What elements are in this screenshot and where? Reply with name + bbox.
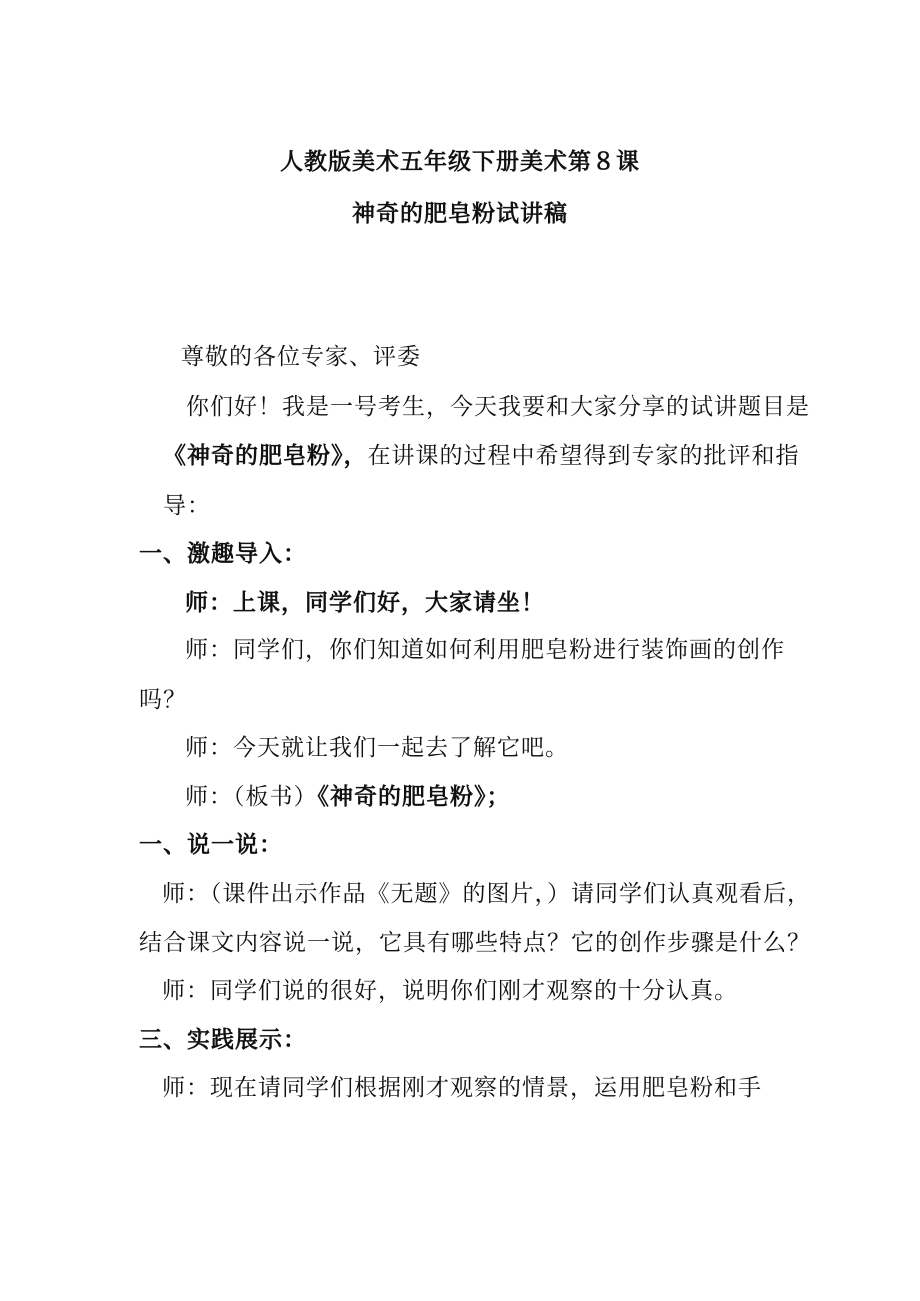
board-title-bold: 《神奇的肥皂粉》； (317, 784, 511, 810)
section-heading-2: 一、说一说： (139, 832, 283, 858)
lesson-title-bold: 《神奇的肥皂粉》， (163, 443, 368, 469)
section3-p1: 师：现在请同学们根据刚才观察的情景，运用肥皂粉和手 (162, 1075, 762, 1101)
section-heading-1: 一、激趣导入： (139, 541, 307, 567)
section1-p3: 师：今天就让我们一起去了解它吧。 (185, 735, 569, 761)
section2-p1-line1: 师：（课件出示作品《无题》的图片，）请同学们认真观看后， (162, 881, 811, 907)
section1-p4-prefix: 师：（板书） (185, 784, 318, 810)
document-title: 人教版美术五年级下册美术第８课 (280, 149, 640, 175)
section1-p2-line1: 师：同学们，你们知道如何利用肥皂粉进行装饰画的创作 (185, 637, 785, 663)
intro-line-2-text: 在讲课的过程中希望得到专家的批评和指 (367, 443, 800, 469)
section1-p4 (185, 782, 511, 812)
document-subtitle: 神奇的肥皂粉试讲稿 (352, 201, 568, 227)
section2-p1-line2: 结合课文内容说一说，它具有哪些特点？它的创作步骤是什么？ (139, 930, 811, 956)
intro-line-2 (163, 441, 800, 471)
salutation: 尊敬的各位专家、评委 (181, 344, 421, 370)
section2-p2: 师：同学们说的很好，说明你们刚才观察的十分认真。 (162, 978, 738, 1004)
section-heading-3: 三、实践展示： (139, 1027, 307, 1053)
section1-p2-line2: 吗？ (139, 687, 187, 713)
section1-p1: 师：上课，同学们好，大家请坐！ (185, 590, 545, 616)
intro-line-1: 你们好！我是一号考生，今天我要和大家分享的试讲题目是 (186, 394, 810, 420)
intro-line-3: 导： (163, 493, 211, 519)
